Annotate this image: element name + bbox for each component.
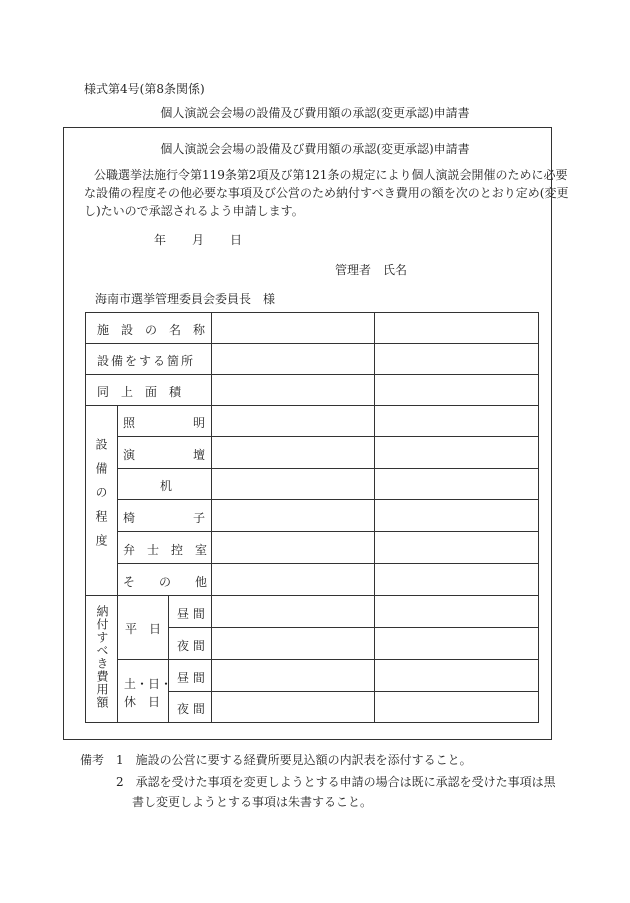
weekday-daytime-header [168, 595, 212, 628]
weekday-header [117, 595, 169, 660]
others-header [117, 563, 212, 596]
equipment-degree-label: 設備の程度 [94, 438, 108, 558]
desk-input[interactable] [211, 468, 375, 500]
weekday-label: 平 日 [125, 622, 162, 636]
note-2-line-1: 2 承認を受けた事項を変更しようとする申請の場合は既に承認を受けた事項は黒 [116, 775, 556, 789]
stage-label-1: 演 [123, 448, 136, 462]
weekday-daytime-label: 昼 間 [177, 607, 205, 621]
notes-prefix: 備考 [80, 753, 105, 767]
weekday-night-input-2[interactable] [374, 627, 539, 660]
addressee: 海南市選挙管理委員会委員長 様 [95, 292, 276, 306]
weekend-night-header [168, 691, 212, 723]
equipment-degree-header [85, 405, 118, 596]
waiting-room-header [117, 531, 212, 564]
fee-header [85, 595, 118, 723]
equipment-place-label: 設備をする箇所 [97, 354, 196, 368]
lighting-header [117, 405, 212, 437]
weekend-night-input[interactable] [211, 691, 375, 723]
note-1: 1 施設の公営に要する経費所要見込額の内訳表を添付すること。 [116, 753, 472, 767]
chair-label-1: 椅 [123, 511, 136, 525]
chair-label-2: 子 [192, 511, 205, 525]
application-table [86, 313, 539, 724]
note-2-line-2: 書し変更しようとする事項は朱書すること。 [132, 795, 373, 809]
desk-label: 机 [160, 479, 173, 493]
weekday-night-header [168, 627, 212, 660]
equipment-place-input-2[interactable] [374, 343, 539, 375]
document-title: 個人演説会会場の設備及び費用額の承認(変更承認)申請書 [160, 106, 470, 120]
lighting-input[interactable] [211, 405, 375, 437]
chair-input-2[interactable] [374, 499, 539, 532]
waiting-room-label: 弁 士 控 室 [123, 543, 208, 557]
facility-name-input[interactable] [211, 312, 375, 344]
weekend-label-1: 土・日・ [124, 677, 173, 691]
lighting-label-2: 明 [192, 416, 205, 430]
body-text-line-3: し)たいので承認されるよう申請します。 [84, 204, 304, 218]
date-month-label: 月 [192, 233, 205, 247]
fee-label: 納付すべき費用額 [95, 605, 109, 709]
chair-input[interactable] [211, 499, 375, 532]
area-input[interactable] [211, 374, 375, 406]
desk-header [117, 468, 212, 500]
weekend-night-input-2[interactable] [374, 691, 539, 723]
weekend-daytime-input-2[interactable] [374, 659, 539, 692]
facility-name-label: 施 設 の 名 称 [97, 323, 206, 337]
stage-header [117, 436, 212, 469]
lighting-input-2[interactable] [374, 405, 539, 437]
area-header [85, 374, 212, 406]
manager-name-label: 管理者 氏名 [335, 263, 408, 277]
form-title: 個人演説会会場の設備及び費用額の承認(変更承認)申請書 [160, 142, 470, 156]
weekend-daytime-input[interactable] [211, 659, 375, 692]
stage-input-2[interactable] [374, 436, 539, 469]
desk-input-2[interactable] [374, 468, 539, 500]
weekend-header [117, 659, 173, 723]
stage-input[interactable] [211, 436, 375, 469]
chair-header [117, 499, 212, 532]
weekday-daytime-input-2[interactable] [374, 595, 539, 628]
lighting-label-1: 照 [123, 416, 136, 430]
others-label: そ の 他 [123, 575, 208, 589]
date-day-label: 日 [230, 233, 243, 247]
weekend-label-2: 休 日 [124, 695, 161, 709]
area-label: 同 上 面 積 [97, 385, 182, 399]
waiting-room-input-2[interactable] [374, 531, 539, 564]
waiting-room-input[interactable] [211, 531, 375, 564]
facility-name-input-2[interactable] [374, 312, 539, 344]
others-input[interactable] [211, 563, 375, 596]
equipment-place-header [85, 343, 212, 375]
weekday-daytime-input[interactable] [211, 595, 375, 628]
weekday-night-label: 夜 間 [177, 639, 205, 653]
form-number: 様式第4号(第8条関係) [84, 82, 205, 96]
facility-name-header [85, 312, 212, 344]
weekday-night-input[interactable] [211, 627, 375, 660]
weekend-night-label: 夜 間 [177, 702, 205, 716]
date-year-label: 年 [154, 233, 167, 247]
weekend-daytime-header [168, 659, 212, 692]
date-field [154, 231, 242, 248]
body-text-line-1: 公職選挙法施行令第119条第2項及び第121条の規定により個人演説会開催のために必要 [94, 168, 568, 182]
others-input-2[interactable] [374, 563, 539, 596]
weekend-daytime-label: 昼 間 [177, 671, 205, 685]
equipment-place-input[interactable] [211, 343, 375, 375]
stage-label-2: 壇 [192, 448, 205, 462]
area-input-2[interactable] [374, 374, 539, 406]
body-text-line-2: な設備の程度その他必要な事項及び公営のため納付すべき費用の額を次のとおり定め(変更 [84, 186, 569, 200]
